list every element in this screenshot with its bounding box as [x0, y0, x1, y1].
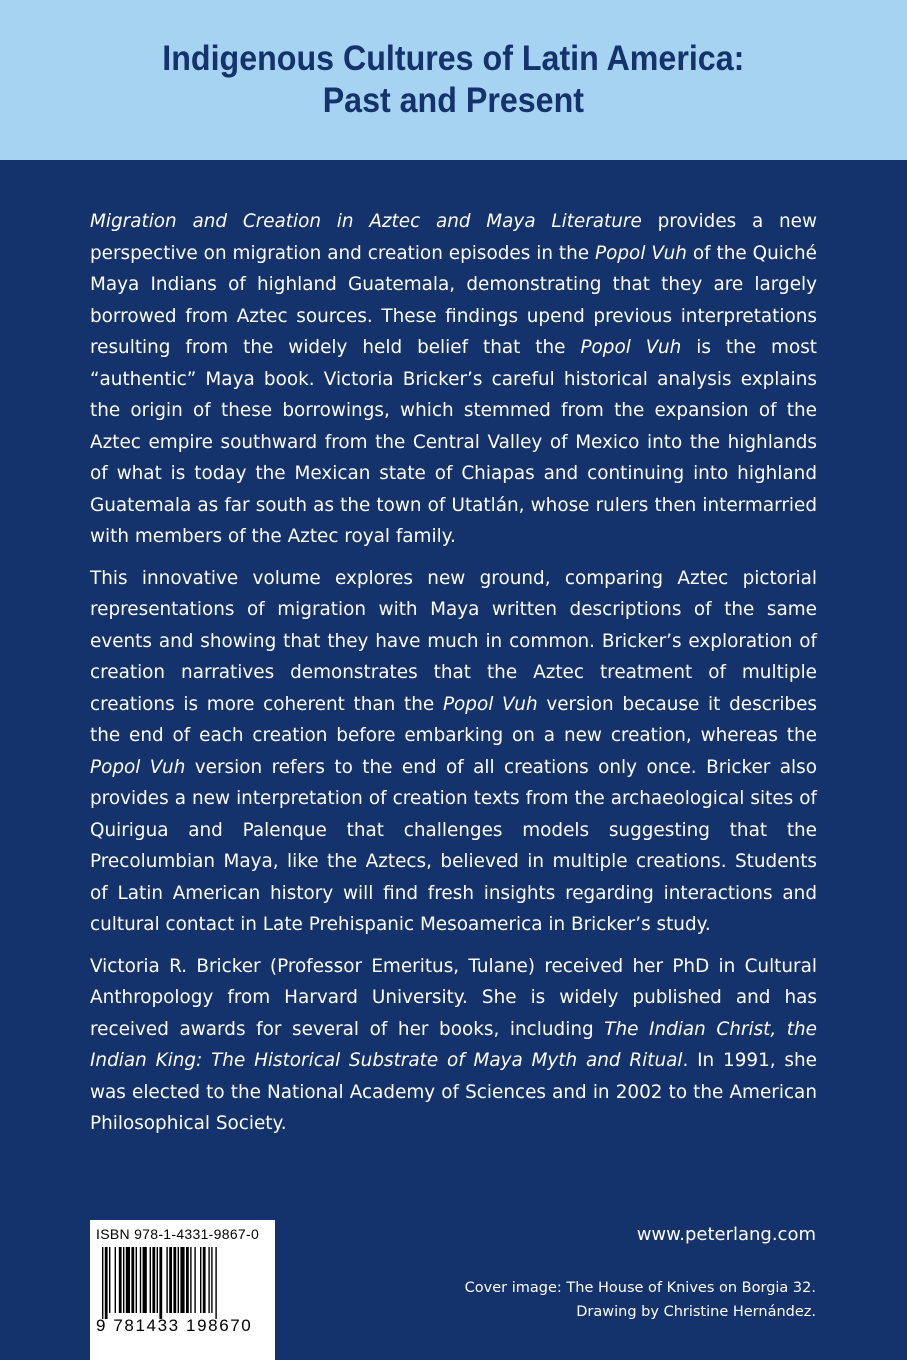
- barcode-bar: [169, 1247, 172, 1313]
- barcode-bar: [119, 1247, 122, 1313]
- series-header: [0, 0, 907, 160]
- barcode-bar: [200, 1247, 201, 1313]
- barcode-bar: [136, 1247, 137, 1313]
- barcode-bar: [152, 1247, 155, 1313]
- book-title: Migration and Creation in Aztec and Maya Literature: [90, 211, 642, 232]
- barcode-bar: [194, 1247, 195, 1313]
- barcode-bar: [178, 1247, 179, 1313]
- text-span: provides a new perspective on migration and creation episodes in the: [90, 211, 818, 264]
- barcode-bar: [180, 1247, 184, 1313]
- italic-term: Popol Vuh: [595, 242, 687, 264]
- credit-line-1: Cover image: The House of Knives on Borgia 32.: [464, 1280, 816, 1296]
- barcode-bar: [173, 1247, 176, 1313]
- description-paragraph-2: [90, 563, 817, 941]
- series-title-line2: Past and Present: [322, 81, 585, 120]
- publisher-website: www.peterlang.com: [636, 1224, 816, 1245]
- barcode-bar: [115, 1247, 116, 1313]
- italic-book-title: The Indian Christ, the Indian King: The Historical Substrate of Maya Myth and Ritual: [90, 1018, 817, 1071]
- series-title: [162, 38, 744, 122]
- italic-term: Popol Vuh: [90, 756, 186, 778]
- barcode-bar: [102, 1247, 103, 1319]
- barcode-bar: [105, 1247, 108, 1319]
- barcode-icon: [100, 1247, 265, 1319]
- text-span: . In 1991, she was elected to the National Academy of Sciences and in 2002 to the American Philosophical Society.: [90, 1050, 817, 1134]
- barcode-bar: [203, 1247, 206, 1313]
- series-title-line1: Indigenous Cultures of Latin America:: [162, 39, 745, 78]
- isbn-barcode-box: [90, 1220, 275, 1360]
- back-cover-text: [90, 206, 817, 1140]
- cover-image-credit: [465, 1276, 816, 1324]
- barcode-bar: [157, 1247, 158, 1313]
- italic-term: Popol Vuh: [580, 337, 682, 358]
- barcode-bar: [143, 1247, 147, 1313]
- barcode-bar: [215, 1247, 216, 1319]
- text-span: of the Quiché Maya Indians of highland Guatemala, demonstrating that they are largely borrowed from Aztec sources. These findings upend previous interpretations resulting from the widely held belief that the: [90, 242, 817, 358]
- isbn-number: ISBN 978-1-4331-9867-0: [96, 1226, 260, 1242]
- barcode-bar: [123, 1247, 124, 1313]
- barcode-bar: [208, 1247, 209, 1313]
- barcode-digits: 9 781433 198670: [96, 1316, 253, 1335]
- barcode-bar: [126, 1247, 130, 1313]
- italic-term: Popol Vuh: [442, 693, 538, 715]
- text-span: version refers to the end of all creations only once. Bricker also provides a new interpretation of creation texts from the archaeological sites of Quirigua and Palenque that challenges models suggesting that the Precolumbian Maya, like the Aztecs, believed in multiple creations. Students of Latin American history will find fresh insights regarding interactions and cultural contact in Late Prehispanic Mesoamerica in Bricker’s study.: [90, 756, 817, 935]
- barcode-bar: [109, 1247, 110, 1313]
- barcode-bar: [190, 1247, 191, 1313]
- text-span: Victoria R. Bricker (Professor Emeritus, Tulane) received her PhD in Cultural Anthropology from Harvard University. She is widely published and has received awards for several of her books, including: [90, 955, 817, 1040]
- barcode-bar: [166, 1247, 167, 1313]
- text-span: version because it describes the end of each creation before embarking on a new creation, whereas the: [90, 693, 817, 746]
- credit-line-2: Drawing by Christine Hernández.: [576, 1304, 816, 1320]
- text-span: is the most “authentic” Maya book. Victoria Bricker’s careful historical analysis explains the origin of these borrowings, which stemmed from the expansion of the Aztec empire southward from the Central Valley of Mexico into the highlands of what is today the Mexican state of Chiapas and continuing into highland Guatemala as far south as the town of Utatlán, whose rulers then intermarried with members of the Aztec royal family.: [90, 337, 818, 547]
- text-span: This innovative volume explores new ground, comparing Aztec pictorial representations of migration with Maya written descriptions of the same events and showing that they have much in common. Bricker’s exploration of creation narratives demonstrates that the Aztec treatment of multiple creations is more coherent than the: [90, 567, 817, 715]
- barcode-bar: [211, 1247, 212, 1313]
- barcode-bar: [150, 1247, 151, 1313]
- barcode-bar: [131, 1247, 134, 1313]
- barcode-bar: [140, 1247, 141, 1313]
- barcode-bar: [186, 1247, 189, 1313]
- description-paragraph-1: [90, 206, 817, 553]
- author-bio: [90, 951, 817, 1140]
- barcode-bar: [159, 1247, 162, 1319]
